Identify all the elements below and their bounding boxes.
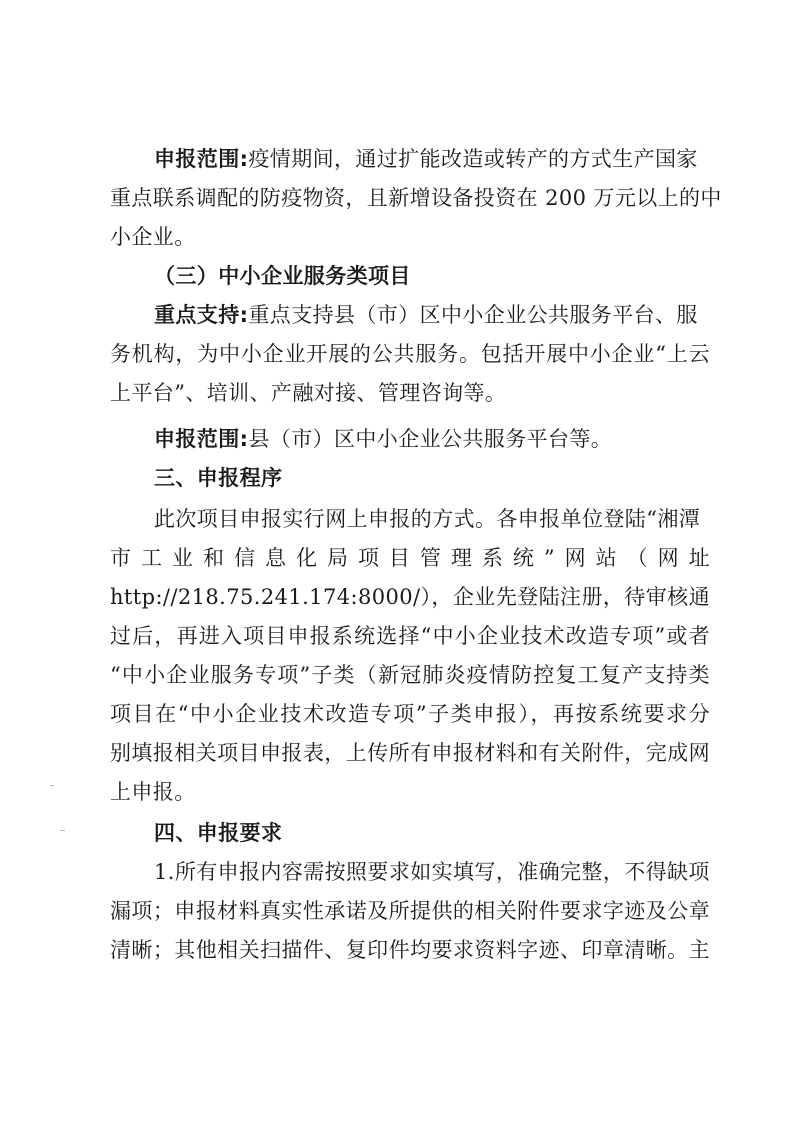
section-b-text: 重点支持县（市）区中小企业公共服务平台、服 xyxy=(248,303,698,327)
procedure-line-1: 此次项目申报实行网上申报的方式。各申报单位登陆“湘潭 xyxy=(154,507,701,531)
section-c-label: 申报范围: xyxy=(154,427,249,451)
section-a-line-3: 小企业。 xyxy=(110,225,196,249)
procedure-line-2: 市工业和信息化局项目管理系统”网站（网址 xyxy=(110,546,710,570)
section-a-text: 疫情期间，通过扩能改造或转产的方式生产国家 xyxy=(248,147,698,171)
requirements-line-1: 1.所有申报内容需按照要求如实填写，准确完整，不得缺项 xyxy=(154,860,710,884)
procedure-line-4: 过后，再进入项目申报系统选择“中小企业技术改造专项”或者 xyxy=(110,624,710,648)
procedure-line-3-url: http://218.75.241.174:8000/），企业先登陆注册，待审核通 xyxy=(110,585,710,609)
section-b-line-2: 务机构，为中小企业开展的公共服务。包括开展中小企业“上云 xyxy=(110,342,710,366)
section-a-label: 申报范围: xyxy=(154,147,249,171)
requirements-line-2: 漏项；申报材料真实性承诺及所提供的相关附件要求字迹及公章 xyxy=(110,899,710,923)
section-c-line-1 xyxy=(110,426,710,452)
heading-application-procedure: 三、申报程序 xyxy=(154,466,283,490)
scan-speck xyxy=(60,830,65,831)
procedure-line-6: 项目在“中小企业技术改造专项”子类申报），再按系统要求分 xyxy=(110,702,710,726)
section-b-line-1 xyxy=(110,302,710,328)
section-b-label: 重点支持: xyxy=(154,303,249,327)
procedure-line-7: 别填报相关项目申报表，上传所有申报材料和有关附件，完成网 xyxy=(110,741,710,765)
section-c-text: 县（市）区中小企业公共服务平台等。 xyxy=(248,427,613,451)
heading-application-requirements: 四、申报要求 xyxy=(154,821,283,845)
scan-speck xyxy=(50,785,54,786)
requirements-line-3: 清晰；其他相关扫描件、复印件均要求资料字迹、印章清晰。主 xyxy=(110,938,710,962)
section-a-line-1 xyxy=(110,146,710,172)
section-a-line-2: 重点联系调配的防疫物资，且新增设备投资在 200 万元以上的中 xyxy=(110,186,722,210)
section-b-line-3: 上平台”、培训、产融对接、管理咨询等。 xyxy=(110,381,507,405)
subheading-smb-services: （三）中小企业服务类项目 xyxy=(154,264,411,288)
procedure-line-5: “中小企业服务专项”子类（新冠肺炎疫情防控复工复产支持类 xyxy=(110,663,710,687)
procedure-line-8: 上申报。 xyxy=(110,780,196,804)
